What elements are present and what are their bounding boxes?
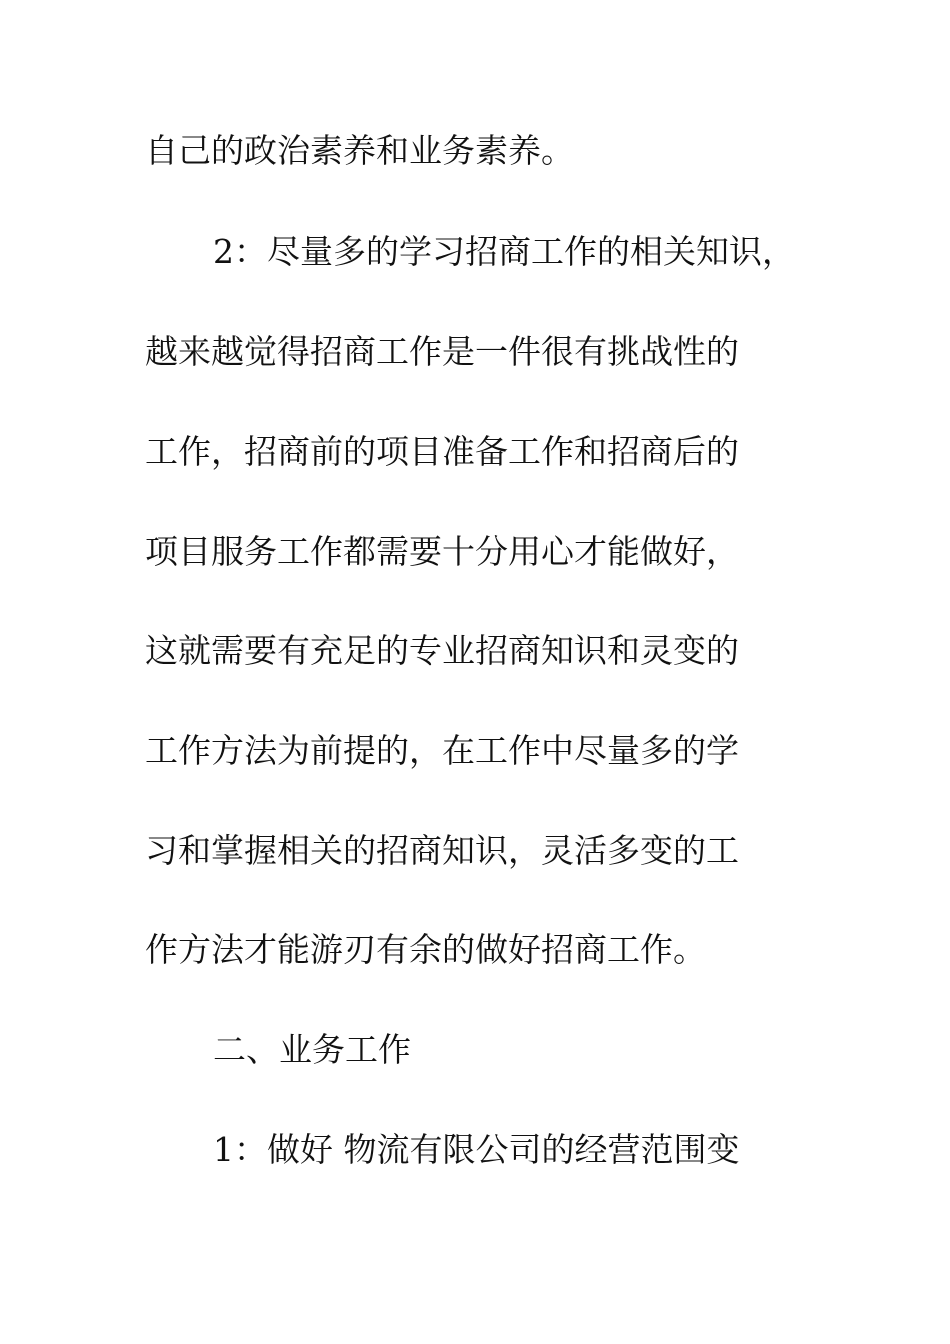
text-line-2: 2：尽量多的学习招商工作的相关知识， <box>213 232 795 271</box>
text-line-9: 作方法才能游刃有余的做好招商工作。 <box>145 930 706 969</box>
section-heading: 二、业务工作 <box>213 1030 411 1069</box>
text-line-1: 自己的政治素养和业务素养。 <box>145 131 574 170</box>
text-line-3: 越来越觉得招商工作是一件很有挑战性的 <box>145 332 739 371</box>
text-line-5: 项目服务工作都需要十分用心才能做好， <box>145 532 739 571</box>
text-line-6: 这就需要有充足的专业招商知识和灵变的 <box>145 631 739 670</box>
text-line-4: 工作，招商前的项目准备工作和招商后的 <box>145 432 739 471</box>
text-line-7: 工作方法为前提的，在工作中尽量多的学 <box>145 731 739 770</box>
text-line-8: 习和掌握相关的招商知识，灵活多变的工 <box>145 831 739 870</box>
text-line-11: 1：做好 物流有限公司的经营范围变 <box>213 1130 740 1169</box>
